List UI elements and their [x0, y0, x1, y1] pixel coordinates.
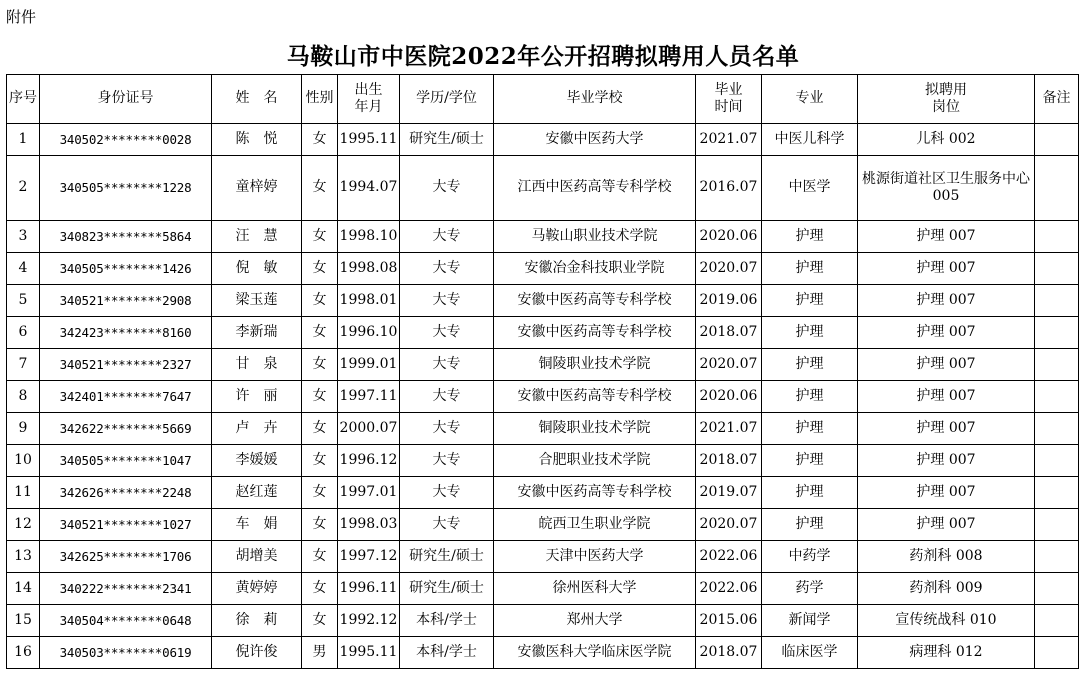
- cell-major: 新闻学: [762, 605, 858, 637]
- cell-birth: 1997.12: [338, 541, 400, 573]
- table-row: [7, 541, 1079, 573]
- cell-name: 陈 悦: [212, 124, 302, 156]
- cell-index: 2: [7, 156, 40, 221]
- cell-name: 汪 慧: [212, 221, 302, 253]
- cell-major: 护理: [762, 349, 858, 381]
- table-row: [7, 605, 1079, 637]
- cell-school: 安徽中医药高等专科学校: [494, 285, 696, 317]
- cell-school: 铜陵职业技术学院: [494, 413, 696, 445]
- cell-post: 药剂科 009: [858, 573, 1035, 605]
- cell-name: 倪许俊: [212, 637, 302, 669]
- cell-name: 倪 敏: [212, 253, 302, 285]
- cell-gender: 女: [302, 156, 338, 221]
- cell-degree: 大专: [400, 413, 494, 445]
- cell-major: 护理: [762, 221, 858, 253]
- cell-remark: [1035, 317, 1079, 349]
- cell-school: 安徽中医药高等专科学校: [494, 381, 696, 413]
- cell-major: 临床医学: [762, 637, 858, 669]
- cell-post: 护理 007: [858, 317, 1035, 349]
- cell-school: 铜陵职业技术学院: [494, 349, 696, 381]
- hiring-roster-table: [6, 74, 1079, 669]
- cell-school: 皖西卫生职业学院: [494, 509, 696, 541]
- cell-gender: 女: [302, 605, 338, 637]
- cell-name: 许 丽: [212, 381, 302, 413]
- table-row: [7, 477, 1079, 509]
- cell-degree: 大专: [400, 221, 494, 253]
- cell-index: 13: [7, 541, 40, 573]
- cell-index: 15: [7, 605, 40, 637]
- cell-post: 病理科 012: [858, 637, 1035, 669]
- table-row: [7, 253, 1079, 285]
- cell-gender: 女: [302, 221, 338, 253]
- cell-name: 梁玉莲: [212, 285, 302, 317]
- cell-post: 护理 007: [858, 221, 1035, 253]
- header-id: 身份证号: [40, 75, 212, 124]
- cell-degree: 大专: [400, 381, 494, 413]
- cell-index: 3: [7, 221, 40, 253]
- cell-name: 胡增美: [212, 541, 302, 573]
- cell-name: 卢 卉: [212, 413, 302, 445]
- table-row: [7, 317, 1079, 349]
- cell-grad-date: 2020.07: [696, 349, 762, 381]
- cell-grad-date: 2018.07: [696, 637, 762, 669]
- cell-major: 护理: [762, 509, 858, 541]
- cell-degree: 本科/学士: [400, 605, 494, 637]
- header-index: 序号: [7, 75, 40, 124]
- cell-post: 药剂科 008: [858, 541, 1035, 573]
- cell-birth: 1996.12: [338, 445, 400, 477]
- cell-school: 合肥职业技术学院: [494, 445, 696, 477]
- cell-id-number: 340505********1228: [40, 156, 212, 221]
- cell-index: 7: [7, 349, 40, 381]
- header-grad-line2: 时间: [714, 99, 743, 115]
- header-name: 姓 名: [212, 75, 302, 124]
- cell-birth: 1998.01: [338, 285, 400, 317]
- cell-index: 4: [7, 253, 40, 285]
- cell-degree: 大专: [400, 156, 494, 221]
- cell-id-number: 340823********5864: [40, 221, 212, 253]
- header-remark: 备注: [1035, 75, 1079, 124]
- cell-post: 护理 007: [858, 509, 1035, 541]
- table-row: [7, 156, 1079, 221]
- cell-degree: 本科/学士: [400, 637, 494, 669]
- cell-id-number: 340521********2327: [40, 349, 212, 381]
- cell-grad-date: 2020.06: [696, 381, 762, 413]
- cell-gender: 女: [302, 413, 338, 445]
- cell-gender: 女: [302, 509, 338, 541]
- cell-birth: 1995.11: [338, 637, 400, 669]
- cell-id-number: 340521********2908: [40, 285, 212, 317]
- cell-id-number: 340505********1047: [40, 445, 212, 477]
- cell-school: 天津中医药大学: [494, 541, 696, 573]
- cell-major: 护理: [762, 285, 858, 317]
- cell-id-number: 340521********1027: [40, 509, 212, 541]
- cell-school: 徐州医科大学: [494, 573, 696, 605]
- cell-birth: 1997.11: [338, 381, 400, 413]
- cell-id-number: 342423********8160: [40, 317, 212, 349]
- cell-major: 护理: [762, 253, 858, 285]
- cell-school: 马鞍山职业技术学院: [494, 221, 696, 253]
- cell-grad-date: 2022.06: [696, 541, 762, 573]
- cell-gender: 女: [302, 124, 338, 156]
- cell-birth: 1998.03: [338, 509, 400, 541]
- cell-gender: 女: [302, 317, 338, 349]
- cell-degree: 大专: [400, 445, 494, 477]
- cell-remark: [1035, 637, 1079, 669]
- cell-id-number: 342626********2248: [40, 477, 212, 509]
- cell-post: 护理 007: [858, 349, 1035, 381]
- cell-gender: 女: [302, 285, 338, 317]
- table-row: [7, 573, 1079, 605]
- cell-name: 李媛媛: [212, 445, 302, 477]
- header-birth-line2: 年月: [354, 99, 383, 115]
- cell-degree: 大专: [400, 253, 494, 285]
- cell-school: 安徽中医药大学: [494, 124, 696, 156]
- cell-birth: 1994.07: [338, 156, 400, 221]
- cell-id-number: 340504********0648: [40, 605, 212, 637]
- cell-gender: 女: [302, 349, 338, 381]
- cell-index: 14: [7, 573, 40, 605]
- cell-id-number: 342401********7647: [40, 381, 212, 413]
- cell-gender: 女: [302, 253, 338, 285]
- cell-post: 桃源街道社区卫生服务中心 005: [858, 156, 1035, 221]
- cell-major: 护理: [762, 317, 858, 349]
- cell-remark: [1035, 605, 1079, 637]
- header-major: 专业: [762, 75, 858, 124]
- cell-gender: 女: [302, 541, 338, 573]
- cell-index: 8: [7, 381, 40, 413]
- cell-post: 护理 007: [858, 285, 1035, 317]
- cell-school: 江西中医药高等专科学校: [494, 156, 696, 221]
- cell-degree: 研究生/硕士: [400, 541, 494, 573]
- cell-id-number: 342622********5669: [40, 413, 212, 445]
- header-post-line1: 拟聘用: [925, 81, 967, 98]
- cell-school: 安徽冶金科技职业学院: [494, 253, 696, 285]
- roster-body: [7, 124, 1079, 669]
- table-row: [7, 445, 1079, 477]
- cell-school: 安徽医科大学临床医学院: [494, 637, 696, 669]
- cell-id-number: 340505********1426: [40, 253, 212, 285]
- header-row: [7, 75, 1079, 124]
- cell-degree: 大专: [400, 285, 494, 317]
- cell-major: 护理: [762, 413, 858, 445]
- cell-index: 6: [7, 317, 40, 349]
- cell-remark: [1035, 413, 1079, 445]
- cell-remark: [1035, 381, 1079, 413]
- cell-remark: [1035, 253, 1079, 285]
- cell-grad-date: 2019.07: [696, 477, 762, 509]
- cell-post: 护理 007: [858, 381, 1035, 413]
- cell-post: 宣传统战科 010: [858, 605, 1035, 637]
- cell-post: 护理 007: [858, 413, 1035, 445]
- cell-birth: 1992.12: [338, 605, 400, 637]
- cell-grad-date: 2020.07: [696, 253, 762, 285]
- cell-grad-date: 2020.07: [696, 509, 762, 541]
- cell-degree: 研究生/硕士: [400, 124, 494, 156]
- table-row: [7, 509, 1079, 541]
- header-birth: [338, 75, 400, 124]
- cell-degree: 大专: [400, 509, 494, 541]
- header-gender: 性别: [302, 75, 338, 124]
- cell-remark: [1035, 445, 1079, 477]
- cell-major: 护理: [762, 477, 858, 509]
- cell-index: 12: [7, 509, 40, 541]
- cell-index: 11: [7, 477, 40, 509]
- header-grad: [696, 75, 762, 124]
- annex-label: 附件: [6, 8, 37, 26]
- cell-major: 中医学: [762, 156, 858, 221]
- cell-id-number: 340502********0028: [40, 124, 212, 156]
- cell-remark: [1035, 285, 1079, 317]
- cell-id-number: 342625********1706: [40, 541, 212, 573]
- cell-birth: 1997.01: [338, 477, 400, 509]
- cell-name: 童梓婷: [212, 156, 302, 221]
- cell-degree: 研究生/硕士: [400, 573, 494, 605]
- cell-birth: 1995.11: [338, 124, 400, 156]
- cell-grad-date: 2018.07: [696, 317, 762, 349]
- cell-degree: 大专: [400, 317, 494, 349]
- header-school: 毕业学校: [494, 75, 696, 124]
- cell-school: 安徽中医药高等专科学校: [494, 317, 696, 349]
- cell-remark: [1035, 541, 1079, 573]
- cell-index: 9: [7, 413, 40, 445]
- table-row: [7, 285, 1079, 317]
- cell-grad-date: 2018.07: [696, 445, 762, 477]
- cell-birth: 1996.11: [338, 573, 400, 605]
- cell-id-number: 340503********0619: [40, 637, 212, 669]
- cell-post: 护理 007: [858, 445, 1035, 477]
- table-row: [7, 124, 1079, 156]
- cell-birth: 1998.10: [338, 221, 400, 253]
- cell-grad-date: 2020.06: [696, 221, 762, 253]
- cell-birth: 1999.01: [338, 349, 400, 381]
- cell-major: 护理: [762, 445, 858, 477]
- cell-major: 中药学: [762, 541, 858, 573]
- header-post: [858, 75, 1035, 124]
- cell-remark: [1035, 156, 1079, 221]
- table-row: [7, 637, 1079, 669]
- cell-grad-date: 2016.07: [696, 156, 762, 221]
- cell-remark: [1035, 124, 1079, 156]
- cell-post: 儿科 002: [858, 124, 1035, 156]
- cell-remark: [1035, 509, 1079, 541]
- table-row: [7, 221, 1079, 253]
- cell-id-number: 340222********2341: [40, 573, 212, 605]
- cell-major: 药学: [762, 573, 858, 605]
- table-row: [7, 349, 1079, 381]
- cell-name: 黄婷婷: [212, 573, 302, 605]
- header-post-line2: 岗位: [932, 99, 960, 115]
- cell-index: 16: [7, 637, 40, 669]
- cell-gender: 男: [302, 637, 338, 669]
- table-row: [7, 381, 1079, 413]
- cell-name: 李新瑞: [212, 317, 302, 349]
- cell-post: 护理 007: [858, 253, 1035, 285]
- cell-name: 徐 莉: [212, 605, 302, 637]
- page-title: 马鞍山市中医院2022年公开招聘拟聘用人员名单: [286, 43, 800, 70]
- cell-grad-date: 2019.06: [696, 285, 762, 317]
- table-row: [7, 413, 1079, 445]
- cell-degree: 大专: [400, 477, 494, 509]
- cell-grad-date: 2021.07: [696, 413, 762, 445]
- cell-birth: 2000.07: [338, 413, 400, 445]
- cell-degree: 大专: [400, 349, 494, 381]
- cell-grad-date: 2015.06: [696, 605, 762, 637]
- cell-name: 甘 泉: [212, 349, 302, 381]
- cell-major: 护理: [762, 381, 858, 413]
- cell-birth: 1998.08: [338, 253, 400, 285]
- cell-remark: [1035, 573, 1079, 605]
- cell-grad-date: 2021.07: [696, 124, 762, 156]
- cell-school: 安徽中医药高等专科学校: [494, 477, 696, 509]
- cell-index: 5: [7, 285, 40, 317]
- cell-name: 赵红莲: [212, 477, 302, 509]
- cell-gender: 女: [302, 381, 338, 413]
- cell-major: 中医儿科学: [762, 124, 858, 156]
- cell-gender: 女: [302, 445, 338, 477]
- cell-remark: [1035, 221, 1079, 253]
- cell-gender: 女: [302, 477, 338, 509]
- cell-birth: 1996.10: [338, 317, 400, 349]
- cell-name: 车 娟: [212, 509, 302, 541]
- cell-index: 1: [7, 124, 40, 156]
- cell-index: 10: [7, 445, 40, 477]
- header-birth-line1: 出生: [354, 81, 383, 98]
- header-grad-line1: 毕业: [714, 81, 743, 98]
- cell-remark: [1035, 349, 1079, 381]
- cell-remark: [1035, 477, 1079, 509]
- cell-grad-date: 2022.06: [696, 573, 762, 605]
- cell-school: 郑州大学: [494, 605, 696, 637]
- cell-post: 护理 007: [858, 477, 1035, 509]
- cell-gender: 女: [302, 573, 338, 605]
- header-degree: 学历/学位: [400, 75, 494, 124]
